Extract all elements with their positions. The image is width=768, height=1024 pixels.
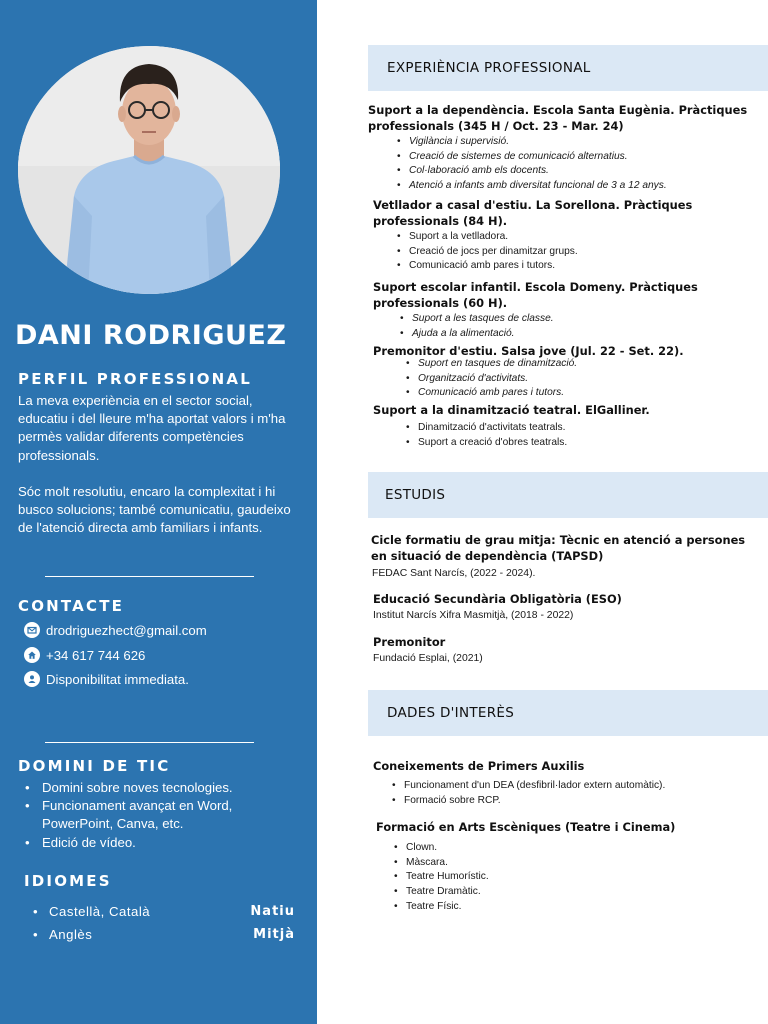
job-bullets <box>397 230 578 274</box>
experience-header <box>368 45 768 91</box>
list-item <box>22 797 307 833</box>
tic-list <box>22 779 307 852</box>
study-detail: Fundació Esplai, (2021) <box>373 653 483 664</box>
list-item: • Domini sobre noves tecnologies. <box>22 779 307 797</box>
interest-title: Coneixements de Primers Auxilis <box>373 759 585 773</box>
study-title: Premonitor <box>373 635 446 649</box>
list-item: • Creació de jocs per dinamitzar grups. <box>397 245 578 260</box>
job-title: Suport a la dependència. Escola Santa Eugènia. Pràctiques professionals (345 H / Oct. 23 - Mar. 24) <box>368 103 748 133</box>
language-level: Natiu <box>250 904 295 919</box>
list-item: • Formació sobre RCP. <box>392 794 665 809</box>
study-title: Cicle formatiu de grau mitja: Tècnic en atenció a persones en situació de dependència (TAPSD) <box>371 533 746 563</box>
home-icon <box>24 647 40 663</box>
list-item: • Funcionament d'un DEA (desfibril·lador extern automàtic). <box>392 779 665 794</box>
experience-heading: EXPERIÈNCIA PROFESSIONAL <box>387 60 591 76</box>
job-bullets <box>400 312 554 341</box>
study-detail: FEDAC Sant Narcís, (2022 - 2024). <box>372 568 536 579</box>
list-item: • Organització d'activitats. <box>406 372 577 387</box>
list-item: • Clown. <box>394 841 489 856</box>
study-detail: Institut Narcís Xifra Masmitjà, (2018 - 2022) <box>373 610 574 621</box>
profile-paragraph: Sóc molt resolutiu, encaro la complexitat i hi busco solucions; també comunicatiu, gaudeixo de l'atenció directa amb familiars i infants. <box>18 483 291 536</box>
contact-heading: CONTACTE <box>18 597 125 615</box>
list-item: • Vigilància i supervisió. <box>397 135 667 150</box>
interest-bullets <box>392 779 665 808</box>
profile-text <box>18 392 303 537</box>
list-item: • Suport a les tasques de classe. <box>400 312 554 327</box>
interest-title: Formació en Arts Escèniques (Teatre i Cinema) <box>376 820 676 834</box>
contact-email-text: drodriguezhect@gmail.com <box>46 622 207 638</box>
contact-email[interactable] <box>24 622 207 638</box>
job-title: Suport a la dinamització teatral. ElGalliner. <box>373 403 650 417</box>
profile-heading: PERFIL PROFESSIONAL <box>18 370 252 388</box>
email-icon <box>24 622 40 638</box>
list-item: • Dinamització d'activitats teatrals. <box>406 421 567 436</box>
interest-heading: DADES D'INTERÈS <box>387 705 515 721</box>
tic-heading: DOMINI DE TIC <box>18 757 171 775</box>
job-bullets <box>406 357 577 401</box>
study-title: Educació Secundària Obligatòria (ESO) <box>373 592 622 606</box>
list-item: • Suport a la vetlladora. <box>397 230 578 245</box>
list-item: • Edició de vídeo. <box>22 834 307 852</box>
contact-availability-text: Disponibilitat immediata. <box>46 671 189 687</box>
list-item: • Suport en tasques de dinamització. <box>406 357 577 372</box>
list-item: • Creació de sistemes de comunicació alternatius. <box>397 150 667 165</box>
divider <box>45 742 254 743</box>
language-name: • Anglès <box>33 927 92 942</box>
divider <box>45 576 254 577</box>
language-row <box>33 904 295 919</box>
languages-heading: IDIOMES <box>24 872 112 890</box>
interest-header <box>368 690 768 736</box>
job-title: Vetllador a casal d'estiu. La Sorellona. Pràctiques professionals (84 H). <box>373 198 693 228</box>
list-item: • Comunicació amb pares i tutors. <box>406 386 577 401</box>
list-item-line: Funcionament avançat en Word, <box>42 798 233 814</box>
language-row <box>33 927 295 942</box>
profile-paragraph: La meva experiència en el sector social, educatiu i del lleure m'ha aportat valors i m'ha permès validar diferents competències professionals. <box>18 393 286 463</box>
language-name: • Castellà, Català <box>33 904 150 919</box>
list-item: • Teatre Físic. <box>394 900 489 915</box>
list-item: • Ajuda a la alimentació. <box>400 327 554 342</box>
profile-photo <box>18 46 280 294</box>
list-item: • Teatre Humorístic. <box>394 870 489 885</box>
list-item: • Suport a creació d'obres teatrals. <box>406 436 567 451</box>
list-item: • Teatre Dramàtic. <box>394 885 489 900</box>
job-bullets <box>397 135 667 194</box>
person-icon <box>24 671 40 687</box>
interest-bullets <box>394 841 489 915</box>
sidebar <box>0 0 317 1024</box>
candidate-name: DANI RODRIGUEZ <box>15 320 287 351</box>
list-item: • Atenció a infants amb diversitat funcional de 3 a 12 anys. <box>397 179 667 194</box>
list-item: • Comunicació amb pares i tutors. <box>397 259 578 274</box>
list-item-line: PowerPoint, Canva, etc. <box>42 816 184 832</box>
contact-phone-text: +34 617 744 626 <box>46 647 146 663</box>
job-bullets <box>406 421 567 450</box>
job-title: Suport escolar infantil. Escola Domeny. Pràctiques professionals (60 H). <box>373 280 698 310</box>
contact-phone[interactable] <box>24 647 145 663</box>
studies-header <box>368 472 768 518</box>
studies-heading: ESTUDIS <box>385 487 446 503</box>
language-level: Mitjà <box>253 927 295 942</box>
list-item: • Màscara. <box>394 856 489 871</box>
job-title: Premonitor d'estiu. Salsa jove (Jul. 22 - Set. 22). <box>373 344 684 358</box>
list-item: • Col·laboració amb els docents. <box>397 164 667 179</box>
contact-availability <box>24 671 189 687</box>
